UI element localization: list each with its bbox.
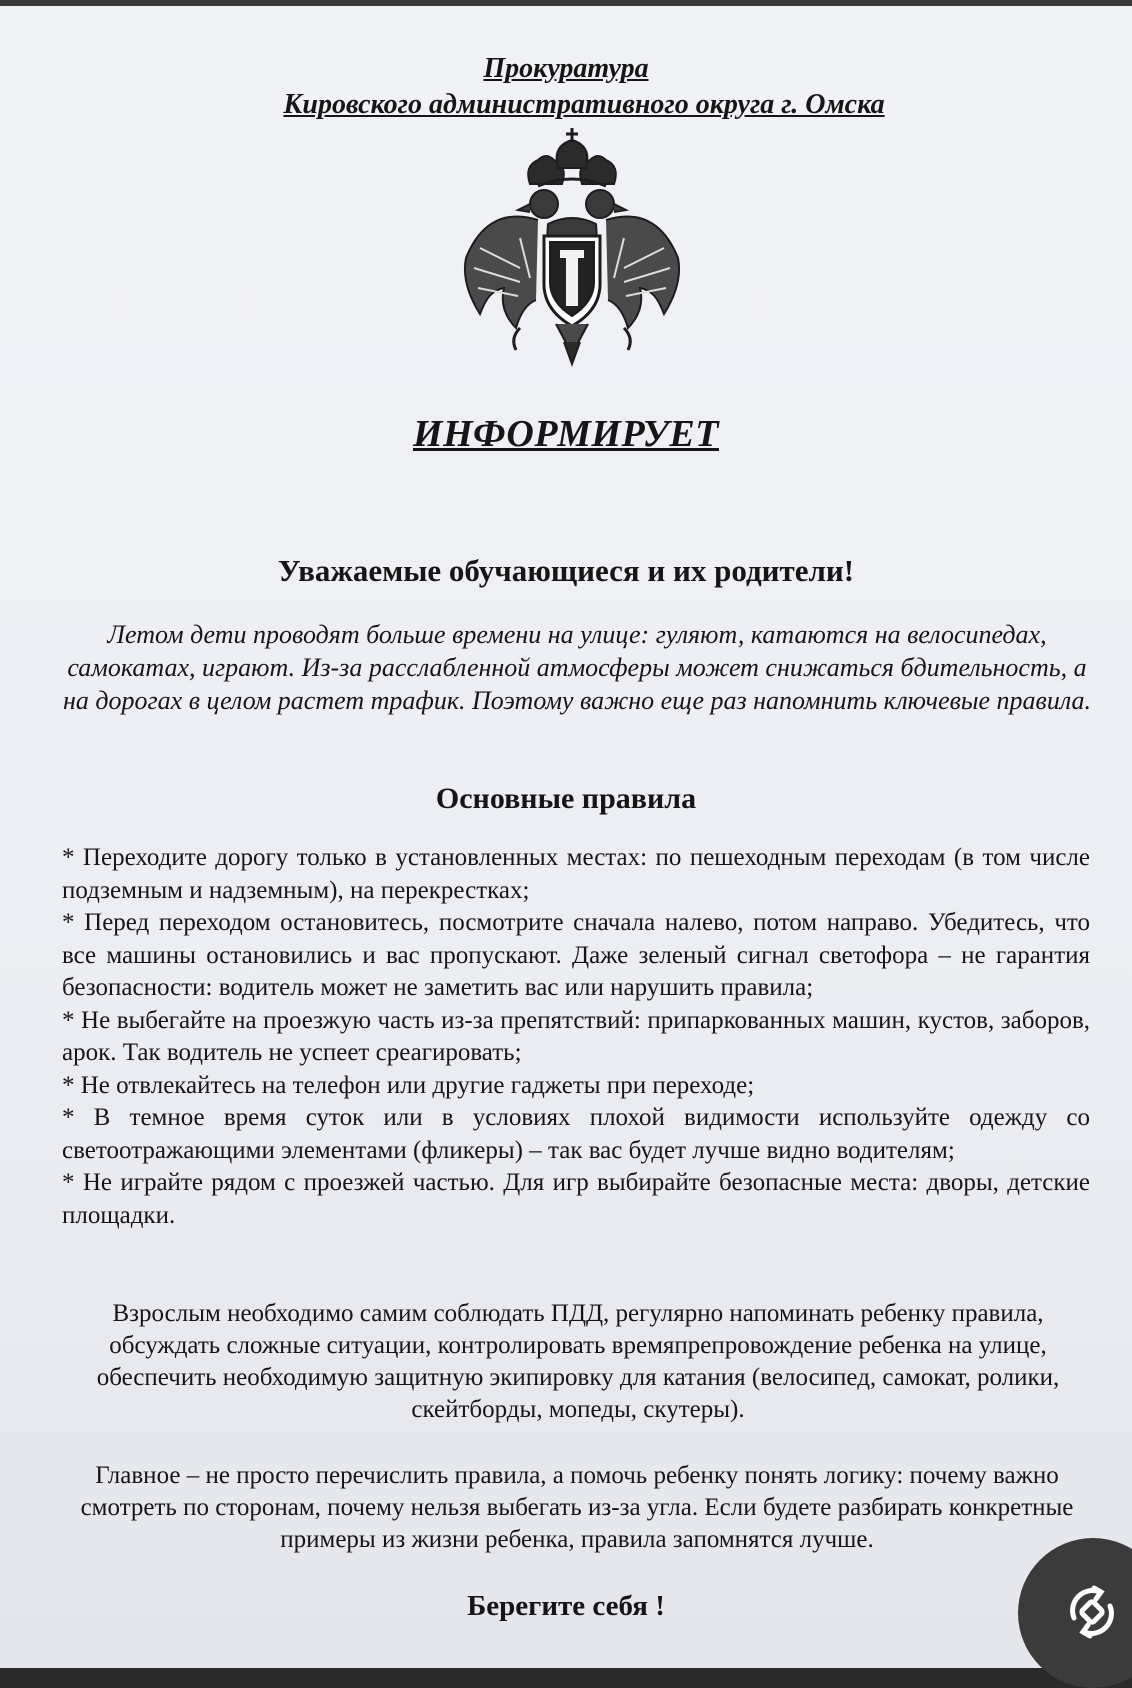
rule-item: * Переходите дорогу только в установленных местах: по пешеходным переходам (в том числе подземным и надземным), на перекрестках; — [62, 844, 1090, 904]
top-edge — [0, 0, 1132, 6]
rule-item: * В темное время суток или в условиях плохой видимости используйте одежду со светоотражающими элементами (фликеры) – так вас будет лучше видно водителям; — [62, 1104, 1090, 1164]
rotate-icon — [1060, 1580, 1124, 1644]
intro-paragraph: Летом дети проводят больше времени на улице: гуляют, катаются на велосипедах, самокатах, играют. Из-за расслабленной атмосферы может снижаться бдительность, а на дорогах в целом растет трафик. Поэтому важно еще раз напомнить ключевые правила. — [62, 620, 1091, 715]
closing-line: Берегите себя ! — [467, 1590, 665, 1622]
headline: ИНФОРМИРУЕТ — [413, 413, 719, 455]
header-office-name: Прокуратура — [483, 53, 649, 84]
rotate-button[interactable] — [1018, 1538, 1132, 1688]
double-headed-eagle-emblem-icon — [460, 128, 684, 370]
rule-item: * Не выбегайте на проезжую часть из-за препятствий: припаркованных машин, кустов, заборов, арок. Так водитель не успеет среагировать; — [62, 1006, 1090, 1066]
rules-title: Основные правила — [435, 782, 697, 815]
adults-paragraph: Взрослым необходимо самим соблюдать ПДД, регулярно напоминать ребенку правила, обсуждать сложные ситуации, контролировать времяпрепровождение ребенка на улице, обеспечить необходимую защитную экипировку для катания (велосипед, самокат, ролики, скейтборды, мопеды, скутеры). — [96, 1300, 1060, 1423]
rule-item: * Не играйте рядом с проезжей частью. Для игр выбирайте безопасные места: дворы, детские площадки. — [62, 1169, 1090, 1229]
rule-item: * Перед переходом остановитесь, посмотрите сначала налево, потом направо. Убедитесь, что все машины остановились и вас пропускают. Даже зеленый сигнал светофора – не гарантия безопасности: водитель может не заметить вас или нарушить правила; — [62, 909, 1090, 1001]
header-district-name: Кировского административного округа г. Омска — [283, 89, 885, 120]
rule-item: * Не отвлекайтесь на телефон или другие гаджеты при переходе; — [62, 1071, 755, 1099]
greeting: Уважаемые обучающиеся и их родители! — [277, 553, 855, 588]
main-point-paragraph: Главное – не просто перечислить правила, а помочь ребенку понять логику: почему важно смотреть по сторонам, почему нельзя выбегать из-за угла. Если будете разбирать конкретные примеры из жизни ребенка, правила запомнятся лучше. — [80, 1462, 1074, 1553]
rules-list — [62, 842, 1090, 1232]
